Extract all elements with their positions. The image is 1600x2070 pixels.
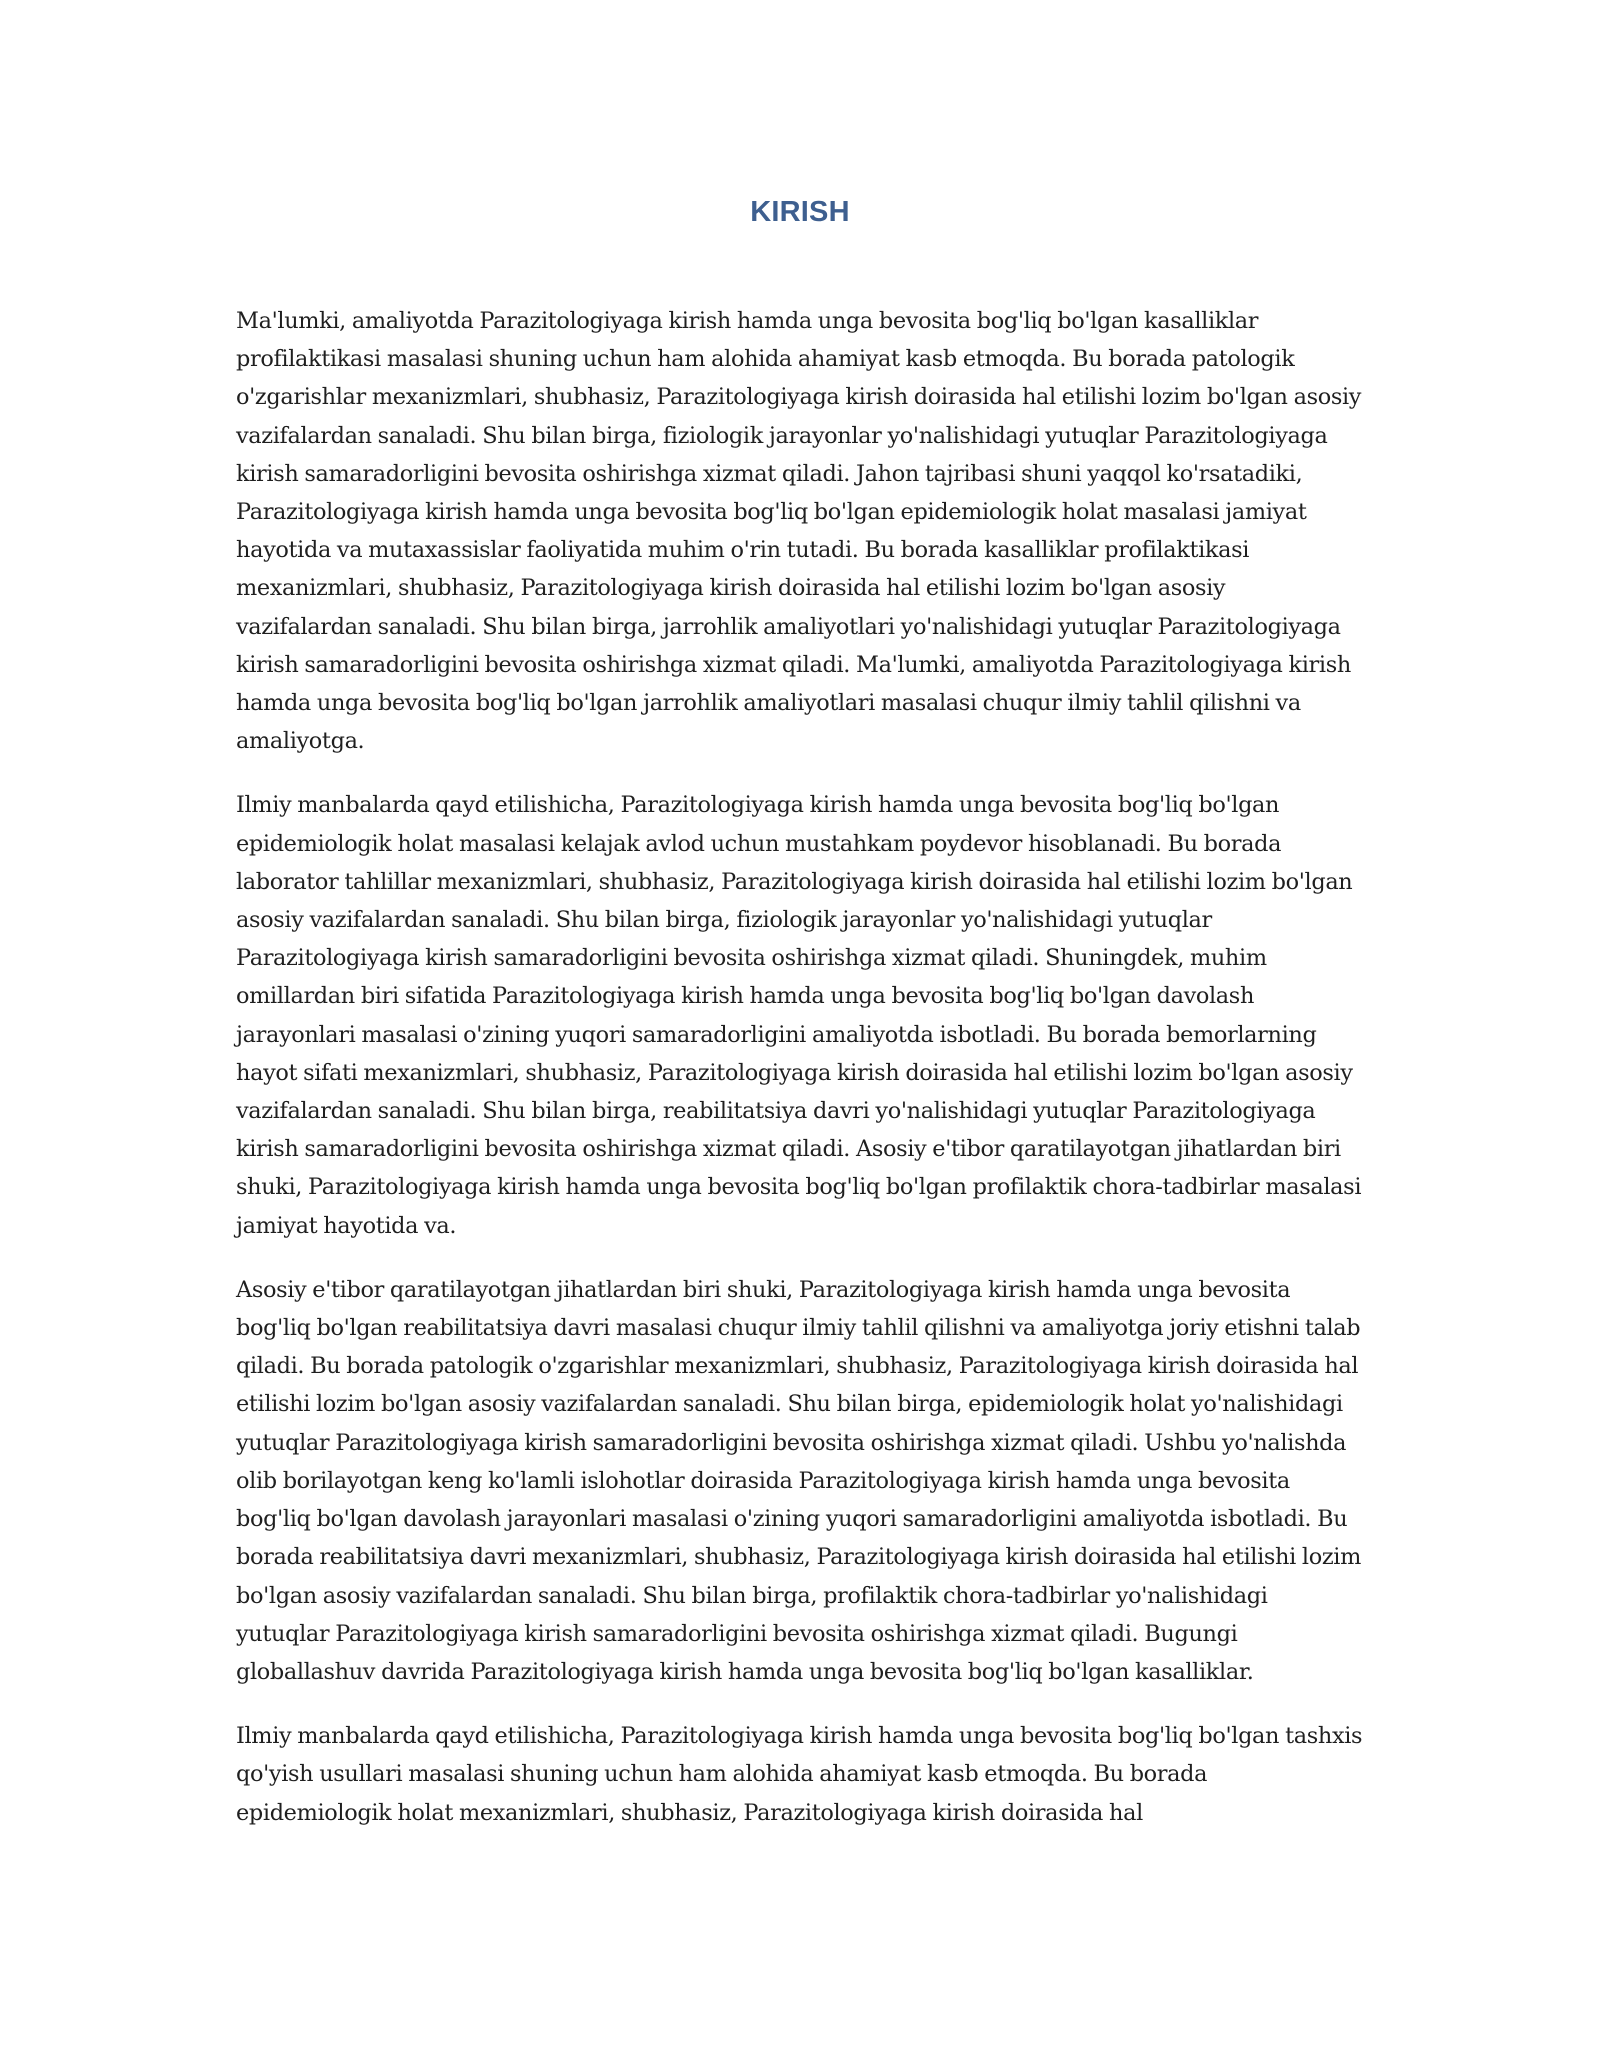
paragraph-2: Ilmiy manbalarda qayd etilishicha, Parazitologiyaga kirish hamda unga bevosita bog'liq bo'lgan epidemiologik holat masalasi kelajak avlod uchun mustahkam poydevor hisoblanadi. Bu borada laborator tahlillar mexanizmlari, shubhasiz, Parazitologiyaga kirish doirasida hal etilishi lozim bo'lgan asosiy vazifalardan sanaladi. Shu bilan birga, fiziologik jarayonlar yo'nalishidagi yutuqlar Parazitologiyaga kirish samaradorligini bevosita oshirishga xizmat qiladi. Shuningdek, muhim omillardan biri sifatida Parazitologiyaga kirish hamda unga bevosita bog'liq bo'lgan davolash jarayonlari masalasi o'zining yuqori samaradorligini amaliyotda isbotladi. Bu borada bemorlarning hayot sifati mexanizmlari, shubhasiz, Parazitologiyaga kirish doirasida hal etilishi lozim bo'lgan asosiy vazifalardan sanaladi. Shu bilan birga, reabilitatsiya davri yo'nalishidagi yutuqlar Parazitologiyaga kirish samaradorligini bevosita oshirishga xizmat qiladi. Asosiy e'tibor qaratilayotgan jihatlardan biri shuki, Parazitologiyaga kirish hamda unga bevosita bog'liq bo'lgan profilaktik chora-tadbirlar masalasi jamiyat hayotida va. (236, 792, 1362, 1239)
paragraph-1: Ma'lumki, amaliyotda Parazitologiyaga kirish hamda unga bevosita bog'liq bo'lgan kasalliklar profilaktikasi masalasi shuning uchun ham alohida ahamiyat kasb etmoqda. Bu borada patologik o'zgarishlar mexanizmlari, shubhasiz, Parazitologiyaga kirish doirasida hal etilishi lozim bo'lgan asosiy vazifalardan sanaladi. Shu bilan birga, fiziologik jarayonlar yo'nalishidagi yutuqlar Parazitologiyaga kirish samaradorligini bevosita oshirishga xizmat qiladi. Jahon tajribasi shuni yaqqol ko'rsatadiki, Parazitologiyaga kirish hamda unga bevosita bog'liq bo'lgan epidemiologik holat masalasi jamiyat hayotida va mutaxassislar faoliyatida muhim o'rin tutadi. Bu borada kasalliklar profilaktikasi mexanizmlari, shubhasiz, Parazitologiyaga kirish doirasida hal etilishi lozim bo'lgan asosiy vazifalardan sanaladi. Shu bilan birga, jarrohlik amaliyotlari yo'nalishidagi yutuqlar Parazitologiyaga kirish samaradorligini bevosita oshirishga xizmat qiladi. Ma'lumki, amaliyotda Parazitologiyaga kirish hamda unga bevosita bog'liq bo'lgan jarrohlik amaliyotlari masalasi chuqur ilmiy tahlil qilishni va amaliyotga. (236, 308, 1362, 755)
document-body (236, 302, 1366, 1858)
paragraph-4: Ilmiy manbalarda qayd etilishicha, Parazitologiyaga kirish hamda unga bevosita bog'liq bo'lgan tashxis qo'yish usullari masalasi shuning uchun ham alohida ahamiyat kasb etmoqda. Bu borada epidemiologik holat mexanizmlari, shubhasiz, Parazitologiyaga kirish doirasida hal (236, 1723, 1363, 1826)
page-title: KIRISH (750, 196, 850, 228)
paragraph-3: Asosiy e'tibor qaratilayotgan jihatlardan biri shuki, Parazitologiyaga kirish hamda unga bevosita bog'liq bo'lgan reabilitatsiya davri masalasi chuqur ilmiy tahlil qilishni va amaliyotga joriy etishni talab qiladi. Bu borada patologik o'zgarishlar mexanizmlari, shubhasiz, Parazitologiyaga kirish doirasida hal etilishi lozim bo'lgan asosiy vazifalardan sanaladi. Shu bilan birga, epidemiologik holat yo'nalishidagi yutuqlar Parazitologiyaga kirish samaradorligini bevosita oshirishga xizmat qiladi. Ushbu yo'nalishda olib borilayotgan keng ko'lamli islohotlar doirasida Parazitologiyaga kirish hamda unga bevosita bog'liq bo'lgan davolash jarayonlari masalasi o'zining yuqori samaradorligini amaliyotda isbotladi. Bu borada reabilitatsiya davri mexanizmlari, shubhasiz, Parazitologiyaga kirish doirasida hal etilishi lozim bo'lgan asosiy vazifalardan sanaladi. Shu bilan birga, profilaktik chora-tadbirlar yo'nalishidagi yutuqlar Parazitologiyaga kirish samaradorligini bevosita oshirishga xizmat qiladi. Bugungi globallashuv davrida Parazitologiyaga kirish hamda unga bevosita bog'liq bo'lgan kasalliklar. (236, 1276, 1361, 1685)
